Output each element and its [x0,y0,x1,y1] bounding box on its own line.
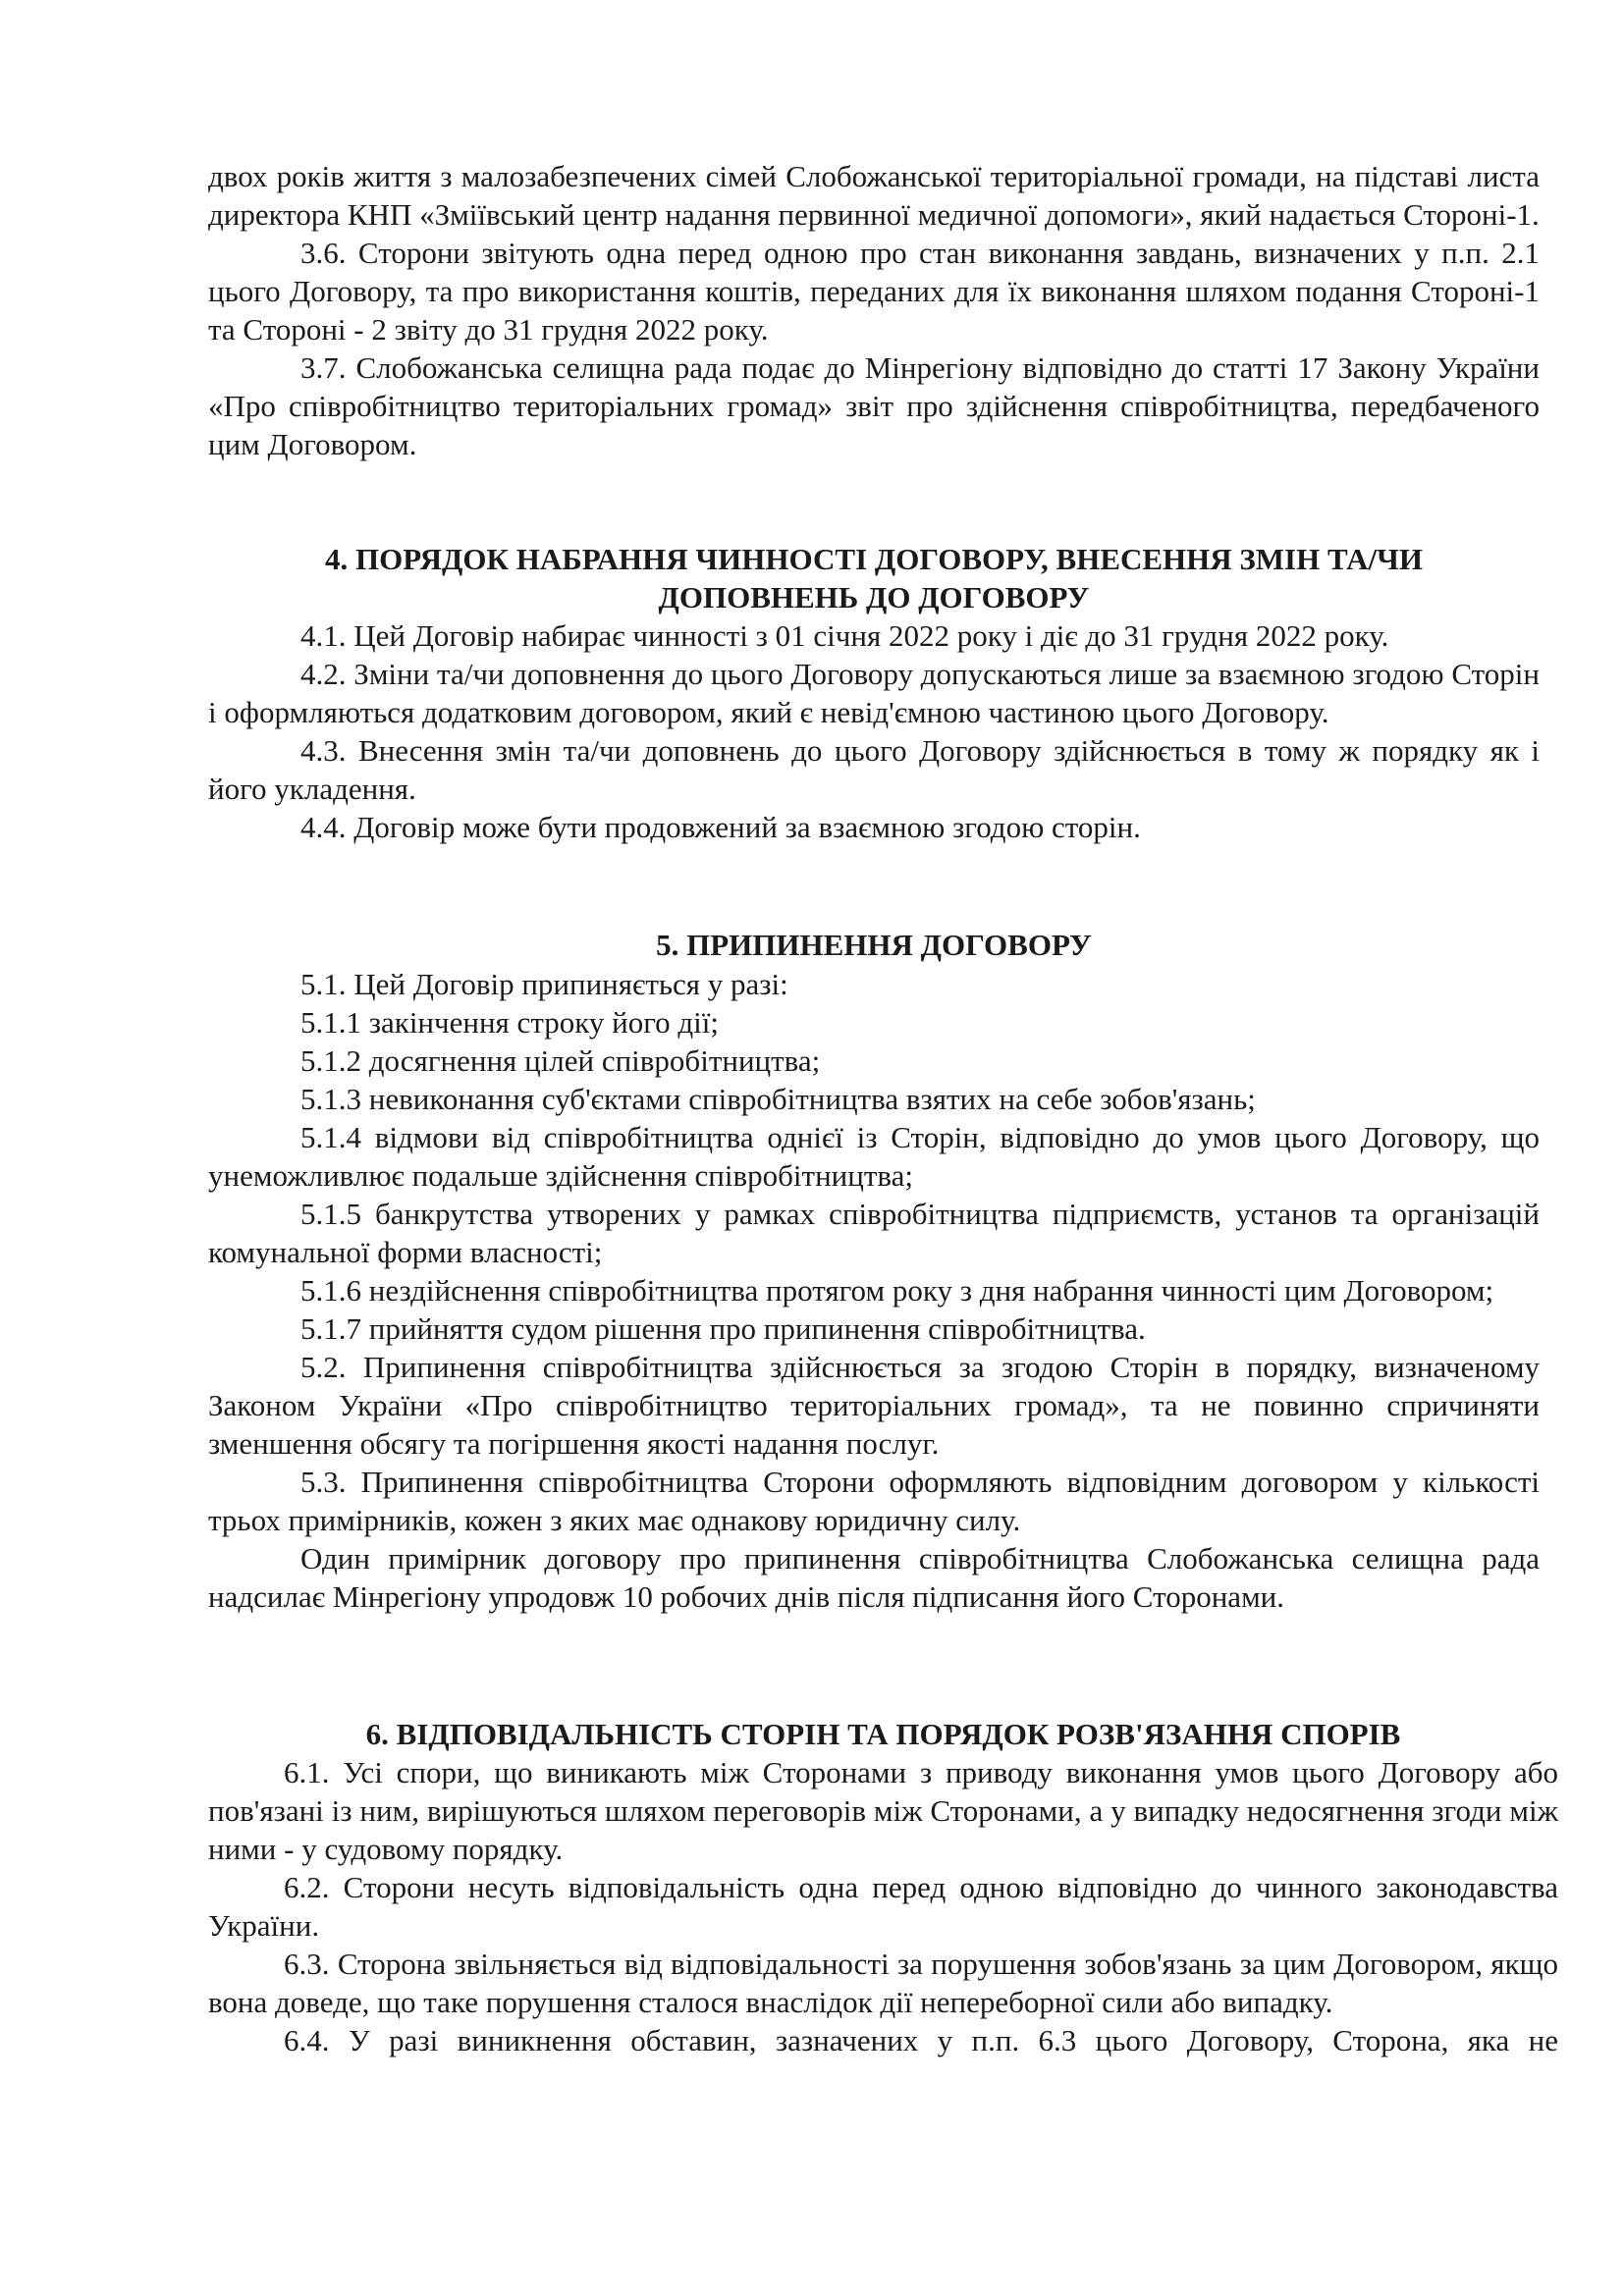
paragraph-5-1-7: 5.1.7 прийняття судом рішення про припинення співробітництва. [300,1311,1146,1346]
section-6-body [208,1753,1558,2059]
paragraph-5-1-1: 5.1.1 закінчення строку його дії; [300,1005,720,1040]
paragraph-6-3: 6.3. Сторона звільняється від відповідальності за порушення зобов'язань за цим Договором, якщо вона доведе, що таке порушення сталося внаслідок дії непереборної сили або випадку. [208,1947,1558,2019]
section-4-title-line-2: ДОПОВНЕНЬ ДО ДОГОВОРУ [658,580,1090,614]
paragraph-6-2: 6.2. Сторони несуть відповідальність одна перед одною відповідно до чинного законодавства України. [208,1870,1558,1943]
section-6-heading [208,1715,1558,1753]
paragraph-4-3: 4.3. Внесення змін та/чи доповнень до цього Договору здійснюється в тому ж порядку як і його укладення. [208,733,1540,806]
paragraph-5-1-4: 5.1.4 відмови від співробітництва однієї із Сторін, відповідно до умов цього Договору, що унеможливлює подальше здійснення співробітництва; [208,1120,1540,1193]
section-5-title: 5. ПРИПИНЕННЯ ДОГОВОРУ [656,928,1092,962]
paragraph-5-1-5: 5.1.5 банкрутства утворених у рамках співробітництва підприємств, установ та організацій комунальної форми власності; [208,1197,1540,1269]
paragraph-6-1: 6.1. Усі спори, що виникають між Сторонами з приводу виконання умов цього Договору або пов'язані із ним, вирішуються шляхом переговорів між Сторонами, а у випадку недосягнення згоди між ними - у судовому порядку. [208,1755,1558,1866]
paragraph-3-5-continuation: двох років життя з малозабезпечених сімей Слобожанської територіальної громади, на підставі листа директора КНП «Зміївський центр надання первинної медичної допомоги», який надається Стороні-1. [208,159,1540,232]
paragraph-5-1-3: 5.1.3 невиконання суб'єктами співробітництва взятих на себе зобов'язань; [300,1082,1256,1116]
paragraph-4-4: 4.4. Договір може бути продовжений за взаємною згодою сторін. [300,810,1141,844]
paragraph-5-3: 5.3. Припинення співробітництва Сторони оформляють відповідним договором у кількості трьох примірників, кожен з яких має однакову юридичну силу. [208,1465,1540,1537]
section-4-title-line-1: 4. ПОРЯДОК НАБРАННЯ ЧИННОСТІ ДОГОВОРУ, ВНЕСЕННЯ ЗМІН ТА/ЧИ [325,542,1423,576]
paragraph-5-3-note: Один примірник договору про припинення співробітництва Слобожанська селищна рада надсилає Мінрегіону упродовж 10 робочих днів після підписання його Сторонами. [208,1541,1540,1614]
paragraph-4-2: 4.2. Зміни та/чи доповнення до цього Договору допускаються лише за взаємною згодою Сторін і оформляються додатковим договором, який є невід'ємною частиною цього Договору. [208,657,1540,729]
paragraph-5-1-6: 5.1.6 нездійснення співробітництва протягом року з дня набрання чинності цим Договором; [300,1273,1494,1308]
section-3-continuation [208,157,1540,463]
paragraph-5-2: 5.2. Припинення співробітництва здійснюється за згодою Сторін в порядку, визначеному Законом України «Про співробітництво територіальних громад», та не повинно спричиняти зменшення обсягу та погіршення якості надання послуг. [208,1350,1540,1461]
section-5-heading [208,926,1540,964]
paragraph-4-1: 4.1. Цей Договір набирає чинності з 01 січня 2022 року і діє до 31 грудня 2022 року. [300,618,1389,653]
paragraph-3-6: 3.6. Сторони звітують одна перед одною про стан виконання завдань, визначених у п.п. 2.1 цього Договору, та про використання коштів, переданих для їх виконання шляхом подання Стороні-1 та Стороні - 2 звіту до 31 грудня 2022 року. [208,236,1540,347]
paragraph-3-7: 3.7. Слобожанська селищна рада подає до Мінрегіону відповідно до статті 17 Закону України «Про співробітництво територіальних громад» звіт про здійснення співробітництва, передбаченого цим Договором. [208,350,1540,461]
section-6-title: 6. ВІДПОВІДАЛЬНІСТЬ СТОРІН ТА ПОРЯДОК РОЗВ'ЯЗАННЯ СПОРІВ [365,1717,1401,1751]
section-5-body [208,965,1540,1616]
section-4-body [208,616,1540,846]
paragraph-6-4: 6.4. У разі виникнення обставин, зазначених у п.п. 6.3 цього Договору, Сторона, яка не [284,2023,1558,2057]
paragraph-5-1-2: 5.1.2 досягнення цілей співробітництва; [300,1043,821,1078]
section-4-heading [208,540,1540,616]
paragraph-5-1: 5.1. Цей Договір припиняється у разі: [300,967,788,1001]
